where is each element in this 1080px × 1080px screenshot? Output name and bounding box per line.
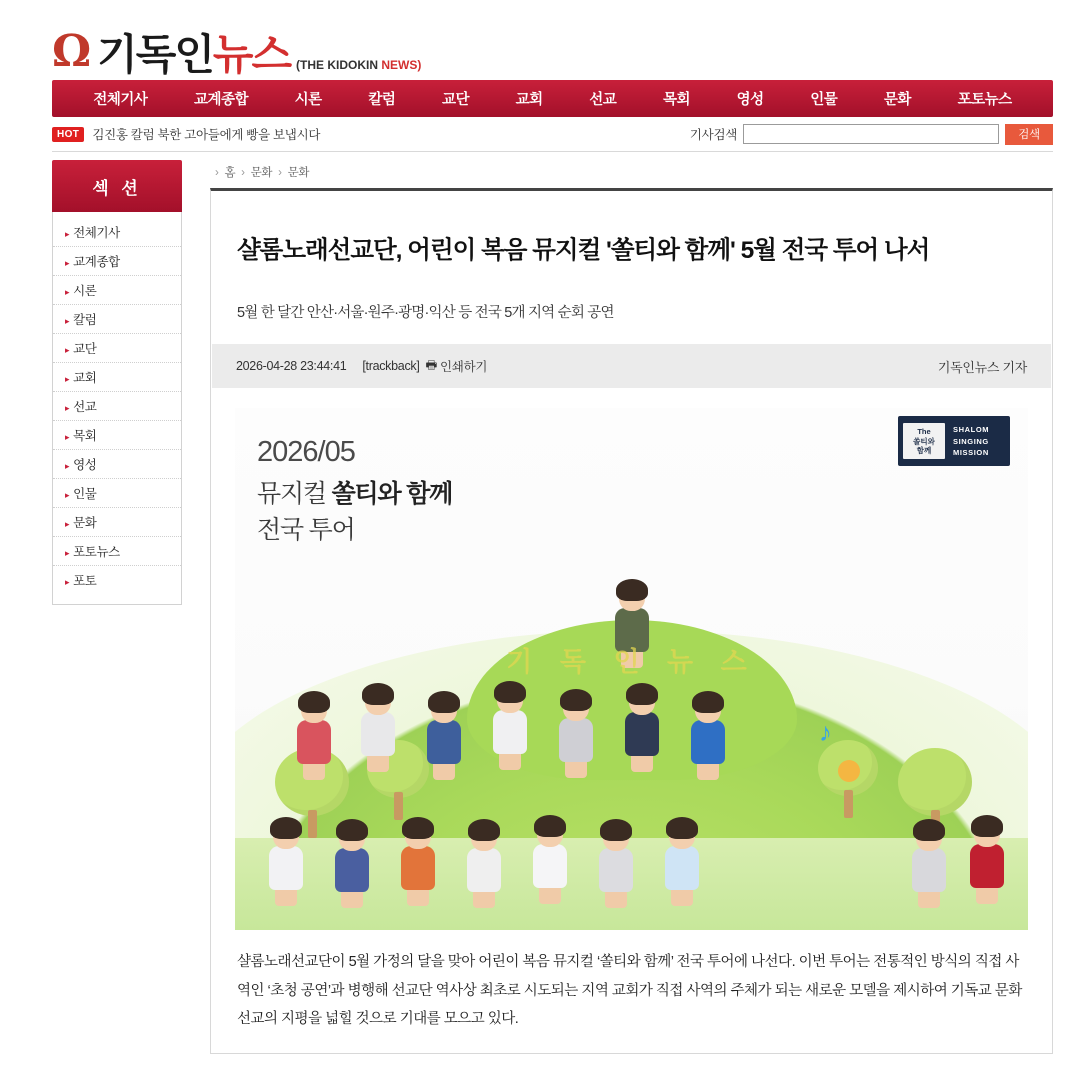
sidebar-item-3[interactable]: [53, 305, 181, 334]
bullet-icon: ▸: [65, 577, 70, 587]
sidebar-item-11[interactable]: [53, 537, 181, 566]
breadcrumb-sep-icon: ›: [278, 167, 282, 179]
article-box: [210, 188, 1053, 1054]
masthead: [0, 0, 1080, 76]
bullet-icon: ▸: [65, 229, 70, 239]
sidebar-item-label: 교계종합: [73, 255, 120, 269]
bullet-icon: ▸: [65, 316, 70, 326]
main-nav: [52, 80, 1053, 117]
nav-item-4[interactable]: 교단: [441, 92, 469, 108]
hot-headline-link[interactable]: 김진홍 칼럼 북한 고아들에게 빵을 보냅시다: [92, 128, 321, 142]
hot-news-bar: [52, 121, 1053, 152]
nav-item-5[interactable]: 교회: [515, 92, 543, 108]
sidebar-item-label: 포토뉴스: [73, 545, 120, 559]
sidebar-item-12[interactable]: [53, 566, 181, 594]
sidebar-item-7[interactable]: [53, 421, 181, 450]
doll-figure: [593, 823, 639, 908]
trackback-link[interactable]: [trackback]: [362, 359, 420, 374]
sidebar-item-label: 인물: [73, 487, 97, 501]
doll-figure: [487, 685, 533, 770]
doll-figure: [421, 695, 467, 780]
search-area: [690, 124, 1053, 145]
nav-item-0[interactable]: 전체기사: [93, 92, 148, 108]
article-column: [182, 160, 1053, 1054]
search-label: 기사검색: [689, 128, 737, 142]
nav-item-9[interactable]: 인물: [810, 92, 838, 108]
site-logo[interactable]: [52, 26, 422, 78]
doll-figure: [263, 821, 309, 906]
bullet-icon: ▸: [65, 345, 70, 355]
sidebar-item-6[interactable]: [53, 392, 181, 421]
badge-left-mark: The 쏠티와 함께: [903, 423, 945, 459]
sidebar-list: [52, 212, 182, 605]
article-body: 샬롬노래선교단이 5월 가정의 달을 맞아 어린이 복음 뮤지컬 ‘쏠티와 함께’ 전국 투어에 나선다. 이번 투어는 전통적인 방식의 직접 사역인 ‘초청 공연’과 병행해 선교단 역사상 최초로 시도되는 지역 교회가 직접 사역의 주체가 되는 새로운 모델을 제시하여 기독교 문화 선교의 지평을 넓힐 것으로 기대를 모으고 있다.: [237, 954, 1022, 1027]
sidebar-item-9[interactable]: [53, 479, 181, 508]
sidebar-item-8[interactable]: [53, 450, 181, 479]
poster-watermark: 기 독 인 뉴 스: [506, 647, 757, 678]
doll-figure: [461, 823, 507, 908]
shalom-logo-badge: [898, 416, 1010, 466]
sidebar-item-label: 문화: [73, 516, 97, 530]
sidebar-item-label: 포토: [73, 574, 97, 588]
sidebar-item-1[interactable]: [53, 247, 181, 276]
music-note-icon: ♪: [819, 717, 832, 748]
poster-subtitle: 전국 투어: [257, 516, 355, 545]
bullet-icon: ▸: [65, 403, 70, 413]
breadcrumb-item-0[interactable]: 홈: [224, 167, 236, 179]
doll-figure: [291, 695, 337, 780]
doll-figure: [964, 819, 1010, 904]
bullet-icon: ▸: [65, 287, 70, 297]
bullet-icon: ▸: [65, 519, 70, 529]
article-reporter: 기독인뉴스 기자: [937, 359, 1027, 375]
badge-right-text: SHALOM SINGING MISSION: [953, 424, 990, 458]
nav-item-2[interactable]: 시론: [294, 92, 322, 108]
logo-korean: 기독인뉴스: [97, 31, 291, 78]
breadcrumb-item-2[interactable]: 문화: [287, 167, 310, 179]
nav-item-1[interactable]: 교계종합: [193, 92, 249, 108]
bullet-icon: ▸: [65, 258, 70, 268]
doll-figure: [685, 695, 731, 780]
article-headline: 샬롬노래선교단, 어린이 복음 뮤지컬 '쏠티와 함께' 5월 전국 투어 나서: [237, 237, 930, 265]
logo-english: (THE KIDOKIN NEWS): [296, 58, 422, 72]
omega-icon: Ω: [52, 26, 92, 77]
doll-figure: [906, 823, 952, 908]
poster-year: 2026/05: [257, 436, 355, 469]
article-subhead: 5월 한 달간 안산·서울·원주·광명·익산 등 전국 5개 지역 순회 공연: [237, 305, 614, 322]
sidebar-item-label: 교회: [73, 371, 97, 385]
nav-item-3[interactable]: 칼럼: [368, 92, 396, 108]
doll-figure: [659, 821, 705, 906]
search-input[interactable]: [743, 124, 999, 144]
doll-figure: [553, 693, 599, 778]
sidebar-item-label: 칼럼: [73, 313, 97, 327]
doll-figure: [355, 687, 401, 772]
sidebar-title: 섹 션: [52, 160, 182, 212]
hot-badge: HOT: [52, 127, 84, 142]
doll-figure: [527, 819, 573, 904]
printer-icon: 🖶: [425, 357, 438, 372]
sidebar-item-label: 영성: [73, 458, 97, 472]
breadcrumb-sep-icon: ›: [241, 167, 245, 179]
doll-figure: [329, 823, 375, 908]
sidebar-item-2[interactable]: [53, 276, 181, 305]
content-area: [0, 152, 1080, 1054]
sidebar-item-label: 시론: [73, 284, 97, 298]
breadcrumb-arrow-icon: ›: [215, 167, 219, 179]
bullet-icon: ▸: [65, 548, 70, 558]
nav-item-11[interactable]: 포토뉴스: [957, 92, 1012, 108]
sidebar: [52, 160, 182, 1054]
article-meta: [212, 344, 1051, 388]
search-button[interactable]: 검색: [1005, 124, 1053, 145]
doll-figure: [395, 821, 441, 906]
poster-title: 뮤지컬 쏠티와 함께: [257, 480, 453, 509]
sidebar-item-label: 전체기사: [73, 226, 120, 240]
article-poster-image: [235, 408, 1028, 930]
nav-item-7[interactable]: 목회: [662, 92, 690, 108]
bullet-icon: ▸: [65, 461, 70, 471]
sidebar-item-4[interactable]: [53, 334, 181, 363]
nav-item-6[interactable]: 선교: [589, 92, 617, 108]
print-link[interactable]: 인쇄하기: [440, 360, 488, 375]
doll-figure: [619, 687, 665, 772]
bullet-icon: ▸: [65, 432, 70, 442]
sidebar-item-0[interactable]: [53, 218, 181, 247]
nav-item-8[interactable]: 영성: [736, 92, 764, 108]
sidebar-item-10[interactable]: [53, 508, 181, 537]
article-image-wrap: [211, 388, 1052, 930]
breadcrumb-item-1[interactable]: 문화: [250, 167, 273, 179]
sidebar-item-5[interactable]: [53, 363, 181, 392]
sidebar-item-label: 교단: [73, 342, 97, 356]
nav-item-10[interactable]: 문화: [883, 92, 911, 108]
sidebar-item-label: 선교: [73, 400, 97, 414]
breadcrumb: [210, 160, 1053, 188]
sidebar-item-label: 목회: [73, 429, 97, 443]
article-date: 2026-04-28 23:44:41: [236, 359, 347, 374]
bullet-icon: ▸: [65, 490, 70, 500]
bullet-icon: ▸: [65, 374, 70, 384]
